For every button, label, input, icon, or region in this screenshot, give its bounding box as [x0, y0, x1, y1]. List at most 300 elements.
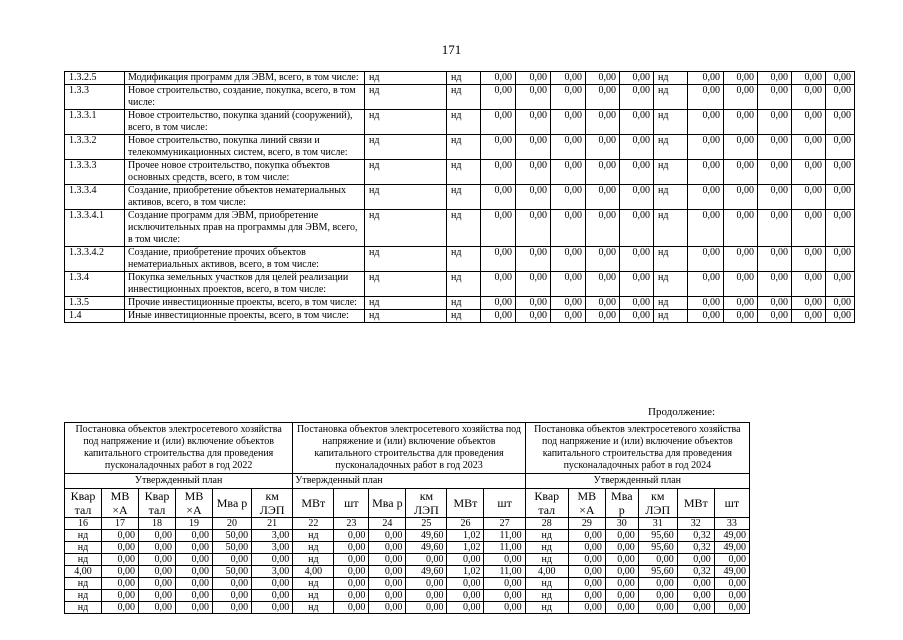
column-name: км ЛЭП — [406, 489, 447, 518]
cell-value: 0,00 — [586, 72, 620, 85]
cell-value: 0,00 — [516, 247, 551, 272]
cell-value: 0,00 — [481, 210, 516, 247]
cell-value: 0,00 — [102, 602, 139, 614]
cell-value: 49,00 — [714, 530, 749, 542]
table-row — [65, 247, 855, 272]
cell-value: 0,00 — [714, 590, 749, 602]
cell-value: 0,00 — [252, 602, 293, 614]
cell-value: 0,00 — [826, 310, 855, 323]
cell-value: нд — [293, 578, 334, 590]
plan-label-2023: Утвержденный план — [293, 474, 525, 489]
row-code: 1.3.5 — [65, 297, 125, 310]
cell-value: 0,00 — [620, 85, 654, 110]
plan-row — [65, 474, 750, 489]
column-number: 18 — [139, 518, 176, 530]
column-number: 30 — [605, 518, 638, 530]
column-name: км ЛЭП — [638, 489, 677, 518]
cell-value: нд — [365, 85, 447, 110]
cell-value: 4,00 — [525, 566, 568, 578]
row-name: Иные инвестиционные проекты, всего, в том числе: — [125, 310, 365, 323]
cell-value: 0,00 — [724, 110, 758, 135]
cell-value: 0,00 — [481, 272, 516, 297]
cell-value: 0,00 — [213, 578, 252, 590]
cell-value: нд — [365, 135, 447, 160]
table-row — [65, 554, 750, 566]
cell-value: 0,00 — [516, 110, 551, 135]
cell-value: 0,00 — [334, 542, 369, 554]
cell-value: нд — [65, 542, 102, 554]
cell-value: 0,00 — [826, 210, 855, 247]
column-name: МВт — [677, 489, 714, 518]
table-row — [65, 602, 750, 614]
cell-value: нд — [293, 602, 334, 614]
cell-value: 0,00 — [620, 272, 654, 297]
column-number: 27 — [484, 518, 525, 530]
cell-value: 0,00 — [334, 554, 369, 566]
cell-value: 0,00 — [586, 185, 620, 210]
column-name: Мва р — [213, 489, 252, 518]
row-code: 1.3.3.4.1 — [65, 210, 125, 247]
cell-value: 3,00 — [252, 566, 293, 578]
page-number: 171 — [441, 42, 462, 57]
cell-value: нд — [65, 530, 102, 542]
column-name: МВ ×А — [102, 489, 139, 518]
row-code: 1.3.3 — [65, 85, 125, 110]
cell-value: нд — [447, 110, 481, 135]
cell-value: 0,00 — [139, 566, 176, 578]
cell-value: 0,00 — [792, 72, 826, 85]
cell-value: нд — [525, 590, 568, 602]
cell-value: 0,00 — [714, 578, 749, 590]
cell-value: 0,00 — [139, 590, 176, 602]
cell-value: 0,00 — [620, 110, 654, 135]
cell-value: нд — [365, 297, 447, 310]
group-header-row — [65, 423, 750, 474]
continuation-label: Продолжение: — [648, 406, 716, 418]
row-code: 1.3.3.4.2 — [65, 247, 125, 272]
cell-value: 0,00 — [102, 566, 139, 578]
cell-value: 0,00 — [484, 578, 525, 590]
column-name: МВ ×А — [176, 489, 213, 518]
cell-value: 0,00 — [724, 85, 758, 110]
column-number: 16 — [65, 518, 102, 530]
cell-value: 0,00 — [620, 135, 654, 160]
cell-value: 0,00 — [714, 602, 749, 614]
cell-value: 0,00 — [758, 85, 792, 110]
row-code: 1.3.4 — [65, 272, 125, 297]
cell-value: 0,00 — [688, 185, 724, 210]
cell-value: 0,00 — [677, 578, 714, 590]
cell-value: нд — [293, 554, 334, 566]
cell-value: 0,00 — [826, 297, 855, 310]
cell-value: 0,00 — [369, 578, 406, 590]
cell-value: 0,00 — [724, 272, 758, 297]
cell-value: 0,00 — [568, 554, 605, 566]
cell-value: 11,00 — [484, 530, 525, 542]
cell-value: 0,00 — [369, 566, 406, 578]
column-name: шт — [484, 489, 525, 518]
cell-value: 0,00 — [638, 602, 677, 614]
cell-value: нд — [65, 602, 102, 614]
cell-value: 0,00 — [586, 272, 620, 297]
cell-value: 0,00 — [758, 185, 792, 210]
cell-value: 0,32 — [677, 530, 714, 542]
cell-value: 0,00 — [605, 590, 638, 602]
cell-value: 0,00 — [447, 554, 484, 566]
row-name: Прочие инвестиционные проекты, всего, в том числе: — [125, 297, 365, 310]
table-row — [65, 590, 750, 602]
cell-value: 0,00 — [586, 85, 620, 110]
cell-value: нд — [447, 72, 481, 85]
cell-value: 0,00 — [481, 72, 516, 85]
cell-value: нд — [525, 542, 568, 554]
cell-value: 3,00 — [252, 542, 293, 554]
cell-value: 0,00 — [481, 135, 516, 160]
cell-value: 0,00 — [102, 590, 139, 602]
row-name: Покупка земельных участков для целей реализации инвестиционных проектов, всего, в том числе: — [125, 272, 365, 297]
cell-value: 0,00 — [176, 554, 213, 566]
cell-value: 0,00 — [724, 247, 758, 272]
table-row — [65, 272, 855, 297]
grid-energization-table — [64, 422, 750, 614]
cell-value: 0,00 — [620, 160, 654, 185]
cell-value: нд — [654, 310, 688, 323]
cell-value: 0,00 — [688, 272, 724, 297]
cell-value: 0,00 — [213, 602, 252, 614]
group-header-2024: Постановка объектов электросетевого хозяйства под напряжение и (или) включение объектов капитального строительства для проведения пусконаладочных работ в год 2024 — [525, 423, 749, 474]
cell-value: 0,00 — [516, 185, 551, 210]
column-number: 20 — [213, 518, 252, 530]
cell-value: 0,00 — [176, 602, 213, 614]
cell-value: 0,00 — [758, 110, 792, 135]
cell-value: 0,00 — [826, 160, 855, 185]
cell-value: 0,00 — [638, 590, 677, 602]
cell-value: 0,00 — [516, 210, 551, 247]
cell-value: 11,00 — [484, 566, 525, 578]
cell-value: 0,00 — [620, 310, 654, 323]
cell-value: 0,00 — [484, 590, 525, 602]
cell-value: 0,00 — [551, 247, 586, 272]
cell-value: 0,00 — [252, 554, 293, 566]
row-code: 1.3.3.3 — [65, 160, 125, 185]
cell-value: нд — [65, 590, 102, 602]
cell-value: 0,00 — [605, 566, 638, 578]
cell-value: 0,00 — [176, 590, 213, 602]
cell-value: нд — [654, 272, 688, 297]
cell-value: нд — [654, 247, 688, 272]
cell-value: нд — [65, 554, 102, 566]
cell-value: 0,00 — [792, 85, 826, 110]
cell-value: нд — [654, 72, 688, 85]
row-code: 1.3.2.5 — [65, 72, 125, 85]
row-code: 1.4 — [65, 310, 125, 323]
cell-value: 0,00 — [586, 160, 620, 185]
cell-value: 49,60 — [406, 530, 447, 542]
cell-value: 0,00 — [688, 310, 724, 323]
column-name: шт — [334, 489, 369, 518]
cell-value: 0,00 — [688, 160, 724, 185]
cell-value: 0,00 — [551, 85, 586, 110]
group-header-2022: Постановка объектов электросетевого хозяйства под напряжение и (или) включение объектов капитального строительства для проведения пусконаладочных работ в год 2022 — [65, 423, 293, 474]
cell-value: 0,00 — [620, 210, 654, 247]
cell-value: 0,00 — [551, 210, 586, 247]
cell-value: 0,00 — [481, 185, 516, 210]
cell-value: 0,00 — [484, 602, 525, 614]
cell-value: 0,00 — [252, 590, 293, 602]
cell-value: 0,00 — [792, 160, 826, 185]
cell-value: нд — [365, 210, 447, 247]
cell-value: нд — [525, 554, 568, 566]
cell-value: 0,00 — [447, 602, 484, 614]
cell-value: 0,00 — [213, 590, 252, 602]
cell-value: 0,00 — [586, 310, 620, 323]
cell-value: 0,00 — [724, 135, 758, 160]
table-row — [65, 310, 855, 323]
cell-value: 0,00 — [213, 554, 252, 566]
cell-value: 0,00 — [516, 297, 551, 310]
column-name: Квар тал — [525, 489, 568, 518]
cell-value: 0,00 — [605, 602, 638, 614]
cell-value: 0,00 — [688, 210, 724, 247]
cell-value: 0,00 — [568, 566, 605, 578]
cell-value: 0,00 — [714, 554, 749, 566]
cell-value: 0,00 — [551, 297, 586, 310]
cell-value: 0,00 — [139, 554, 176, 566]
column-name: МВт — [447, 489, 484, 518]
row-code: 1.3.3.4 — [65, 185, 125, 210]
row-name: Создание программ для ЭВМ, приобретение исключительных прав на программы для ЭВМ, всего, в том числе: — [125, 210, 365, 247]
cell-value: 0,00 — [620, 185, 654, 210]
table-row — [65, 72, 855, 85]
cell-value: 0,00 — [516, 72, 551, 85]
cell-value: 0,00 — [620, 247, 654, 272]
cell-value: 0,00 — [826, 85, 855, 110]
cell-value: 0,00 — [406, 578, 447, 590]
cell-value: 0,00 — [139, 602, 176, 614]
cell-value: 0,00 — [139, 530, 176, 542]
cell-value: 0,32 — [677, 542, 714, 554]
column-number: 29 — [568, 518, 605, 530]
column-number: 24 — [369, 518, 406, 530]
cell-value: 0,00 — [369, 602, 406, 614]
cell-value: 1,02 — [447, 530, 484, 542]
cell-value: 0,00 — [586, 210, 620, 247]
cell-value: 0,00 — [334, 530, 369, 542]
investment-projects-table — [64, 71, 855, 323]
cell-value: 0,00 — [369, 554, 406, 566]
cell-value: нд — [365, 185, 447, 210]
cell-value: 0,00 — [586, 247, 620, 272]
cell-value: 50,00 — [213, 542, 252, 554]
cell-value: 0,00 — [688, 72, 724, 85]
cell-value: нд — [447, 297, 481, 310]
cell-value: 49,00 — [714, 542, 749, 554]
cell-value: 0,00 — [406, 602, 447, 614]
cell-value: нд — [654, 210, 688, 247]
table-row — [65, 297, 855, 310]
cell-value: 0,00 — [586, 135, 620, 160]
cell-value: нд — [293, 530, 334, 542]
cell-value: 0,00 — [792, 135, 826, 160]
cell-value: 0,00 — [568, 590, 605, 602]
cell-value: 0,00 — [551, 110, 586, 135]
cell-value: 0,00 — [792, 185, 826, 210]
row-name: Прочее новое строительство, покупка объектов основных средств, всего, в том числе: — [125, 160, 365, 185]
table-row — [65, 210, 855, 247]
cell-value: 50,00 — [213, 530, 252, 542]
cell-value: 0,00 — [586, 110, 620, 135]
cell-value: 95,60 — [638, 542, 677, 554]
cell-value: 0,32 — [677, 566, 714, 578]
cell-value: 0,00 — [758, 297, 792, 310]
cell-value: 0,00 — [176, 566, 213, 578]
cell-value: 0,00 — [481, 85, 516, 110]
cell-value: 0,00 — [724, 297, 758, 310]
cell-value: 0,00 — [176, 542, 213, 554]
cell-value: нд — [654, 85, 688, 110]
cell-value: 0,00 — [826, 135, 855, 160]
cell-value: 49,00 — [714, 566, 749, 578]
cell-value: 0,00 — [481, 160, 516, 185]
cell-value: 0,00 — [677, 602, 714, 614]
cell-value: нд — [293, 542, 334, 554]
cell-value: 0,00 — [481, 297, 516, 310]
column-number: 17 — [102, 518, 139, 530]
cell-value: 0,00 — [688, 247, 724, 272]
row-name: Новое строительство, покупка зданий (сооружений), всего, в том числе: — [125, 110, 365, 135]
cell-value: нд — [525, 602, 568, 614]
cell-value: 0,00 — [551, 160, 586, 185]
cell-value: 0,00 — [688, 110, 724, 135]
cell-value: 0,00 — [406, 554, 447, 566]
cell-value: 0,00 — [481, 310, 516, 323]
cell-value: 0,00 — [252, 578, 293, 590]
cell-value: 4,00 — [65, 566, 102, 578]
cell-value: 0,00 — [551, 185, 586, 210]
cell-value: 0,00 — [551, 272, 586, 297]
row-name: Создание, приобретение прочих объектов нематериальных активов, всего, в том числе: — [125, 247, 365, 272]
table-row — [65, 110, 855, 135]
column-name: Квар тал — [139, 489, 176, 518]
cell-value: 95,60 — [638, 530, 677, 542]
column-number: 33 — [714, 518, 749, 530]
column-number: 23 — [334, 518, 369, 530]
column-name: МВ ×А — [568, 489, 605, 518]
cell-value: 0,00 — [406, 590, 447, 602]
cell-value: нд — [365, 247, 447, 272]
cell-value: нд — [654, 297, 688, 310]
cell-value: нд — [447, 85, 481, 110]
table-row — [65, 566, 750, 578]
cell-value: 11,00 — [484, 542, 525, 554]
cell-value: нд — [654, 110, 688, 135]
cell-value: 0,00 — [758, 135, 792, 160]
column-name: км ЛЭП — [252, 489, 293, 518]
cell-value: 0,00 — [758, 210, 792, 247]
cell-value: 0,00 — [334, 590, 369, 602]
cell-value: 0,00 — [792, 110, 826, 135]
cell-value: 0,00 — [677, 554, 714, 566]
table-row — [65, 530, 750, 542]
cell-value: 0,00 — [620, 297, 654, 310]
cell-value: 0,00 — [826, 110, 855, 135]
cell-value: 0,00 — [447, 578, 484, 590]
cell-value: 0,00 — [586, 297, 620, 310]
group-header-2023: Постановка объектов электросетевого хозяйства под напряжение и (или) включение объектов капитального строительства для проведения пусконаладочных работ в год 2023 — [293, 423, 525, 474]
cell-value: 0,00 — [792, 247, 826, 272]
cell-value: 0,00 — [605, 530, 638, 542]
cell-value: 0,00 — [481, 247, 516, 272]
cell-value: 0,00 — [334, 566, 369, 578]
column-name: шт — [714, 489, 749, 518]
column-names-row — [65, 489, 750, 518]
cell-value: 0,00 — [758, 272, 792, 297]
cell-value: 0,00 — [568, 602, 605, 614]
column-number: 28 — [525, 518, 568, 530]
cell-value: 0,00 — [568, 542, 605, 554]
cell-value: 49,60 — [406, 542, 447, 554]
cell-value: нд — [654, 135, 688, 160]
cell-value: 0,00 — [688, 297, 724, 310]
cell-value: нд — [447, 135, 481, 160]
cell-value: 0,00 — [826, 72, 855, 85]
table-row — [65, 135, 855, 160]
cell-value: 0,00 — [484, 554, 525, 566]
cell-value: 0,00 — [516, 85, 551, 110]
column-number: 21 — [252, 518, 293, 530]
column-name: МВт — [293, 489, 334, 518]
cell-value: нд — [447, 310, 481, 323]
cell-value: 0,00 — [724, 160, 758, 185]
cell-value: 0,00 — [369, 542, 406, 554]
row-name: Модификация программ для ЭВМ, всего, в том числе: — [125, 72, 365, 85]
cell-value: 0,00 — [826, 185, 855, 210]
cell-value: нд — [365, 272, 447, 297]
table-row — [65, 85, 855, 110]
row-code: 1.3.3.2 — [65, 135, 125, 160]
cell-value: нд — [365, 160, 447, 185]
row-code: 1.3.3.1 — [65, 110, 125, 135]
cell-value: 0,00 — [551, 310, 586, 323]
column-name: Мва р — [605, 489, 638, 518]
row-name: Новое строительство, создание, покупка, всего, в том числе: — [125, 85, 365, 110]
cell-value: 0,00 — [516, 272, 551, 297]
cell-value: 0,00 — [369, 590, 406, 602]
cell-value: 0,00 — [792, 210, 826, 247]
cell-value: 0,00 — [551, 135, 586, 160]
cell-value: 0,00 — [724, 185, 758, 210]
cell-value: нд — [365, 72, 447, 85]
cell-value: 0,00 — [551, 72, 586, 85]
table-row — [65, 185, 855, 210]
column-numbers-row — [65, 518, 750, 530]
cell-value: нд — [447, 272, 481, 297]
cell-value: нд — [447, 247, 481, 272]
cell-value: 0,00 — [758, 160, 792, 185]
cell-value: нд — [447, 210, 481, 247]
cell-value: 0,00 — [792, 272, 826, 297]
cell-value: 0,00 — [334, 602, 369, 614]
cell-value: 0,00 — [102, 542, 139, 554]
cell-value: нд — [654, 185, 688, 210]
cell-value: 0,00 — [176, 530, 213, 542]
row-name: Новое строительство, покупка линий связи и телекоммуникационных систем, всего, в том числе: — [125, 135, 365, 160]
cell-value: 0,00 — [369, 530, 406, 542]
cell-value: 1,02 — [447, 542, 484, 554]
column-number: 25 — [406, 518, 447, 530]
cell-value: нд — [525, 578, 568, 590]
cell-value: 50,00 — [213, 566, 252, 578]
